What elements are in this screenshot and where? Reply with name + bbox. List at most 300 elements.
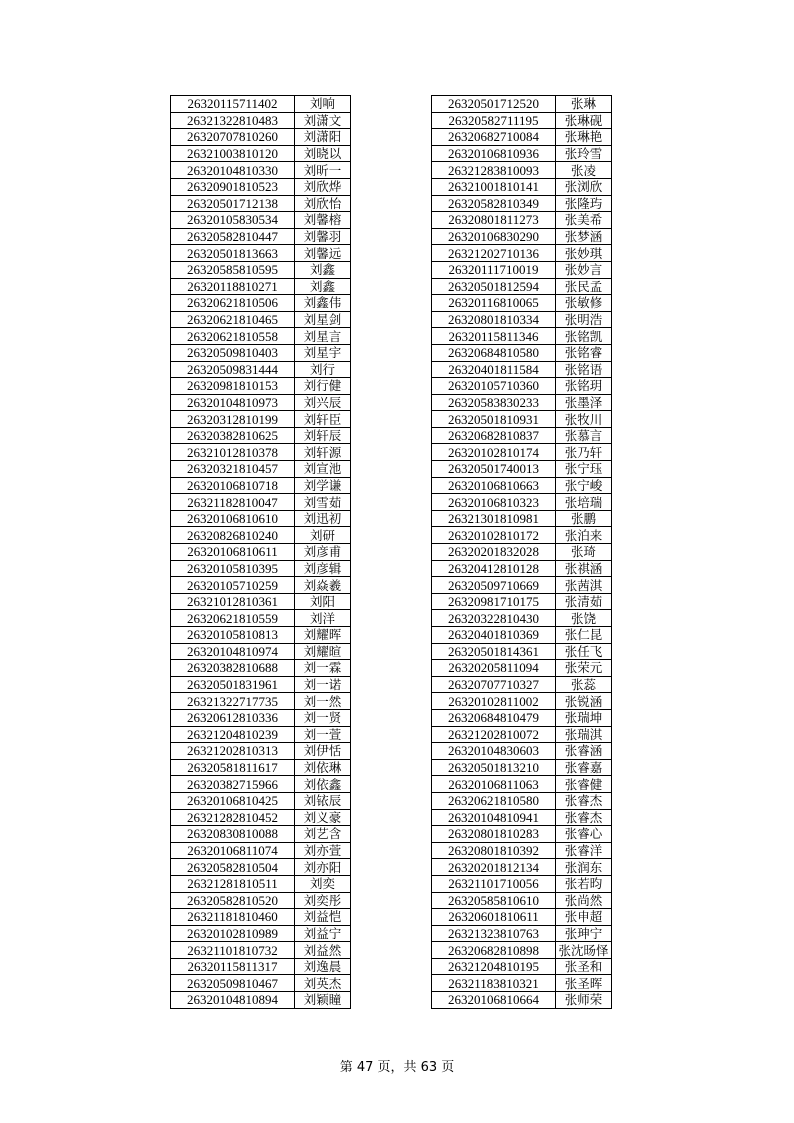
table-row xyxy=(171,925,351,942)
candidate-name: 张宁峻 xyxy=(556,477,612,494)
candidate-name: 刘耀晖 xyxy=(295,627,351,644)
candidate-id: 26320501831961 xyxy=(171,676,295,693)
candidate-id: 26320684810580 xyxy=(432,344,556,361)
table-row xyxy=(171,709,351,726)
candidate-name: 刘行 xyxy=(295,361,351,378)
table-row xyxy=(171,610,351,627)
table-row xyxy=(432,129,612,146)
candidate-name: 刘晓以 xyxy=(295,145,351,162)
table-row xyxy=(432,610,612,627)
table-row xyxy=(171,676,351,693)
candidate-id: 26320583830233 xyxy=(432,394,556,411)
candidate-name: 张荣元 xyxy=(556,660,612,677)
candidate-name: 张妙言 xyxy=(556,261,612,278)
candidate-id: 26320582810520 xyxy=(171,892,295,909)
candidate-id: 26321202710136 xyxy=(432,245,556,262)
candidate-name: 张若昀 xyxy=(556,875,612,892)
candidate-name: 刘轩辰 xyxy=(295,427,351,444)
table-row xyxy=(171,145,351,162)
candidate-id: 26320501810931 xyxy=(432,411,556,428)
candidate-name: 刘益宁 xyxy=(295,925,351,942)
candidate-id: 26320509810467 xyxy=(171,975,295,992)
candidate-id: 26320115711402 xyxy=(171,96,295,113)
candidate-name: 张美希 xyxy=(556,212,612,229)
candidate-id: 26320118810271 xyxy=(171,278,295,295)
candidate-id: 26320582711195 xyxy=(432,112,556,129)
candidate-name: 刘潇阳 xyxy=(295,129,351,146)
table-row xyxy=(171,544,351,561)
candidate-name: 刘益恺 xyxy=(295,909,351,926)
candidate-name: 刘焱羲 xyxy=(295,577,351,594)
candidate-id: 26321322717735 xyxy=(171,693,295,710)
candidate-name: 刘彦甫 xyxy=(295,544,351,561)
candidate-id: 26320106810425 xyxy=(171,792,295,809)
candidate-name: 刘奕 xyxy=(295,875,351,892)
candidate-name: 刘轩源 xyxy=(295,444,351,461)
candidate-name: 张乃轩 xyxy=(556,444,612,461)
candidate-id: 26320501712520 xyxy=(432,96,556,113)
candidate-name: 刘鑫 xyxy=(295,261,351,278)
table-row xyxy=(432,809,612,826)
candidate-name: 刘星言 xyxy=(295,328,351,345)
table-row xyxy=(432,361,612,378)
candidate-id: 26321101810732 xyxy=(171,942,295,959)
candidate-id: 26320102810989 xyxy=(171,925,295,942)
table-row xyxy=(432,461,612,478)
table-row xyxy=(171,892,351,909)
candidate-id: 26320501812594 xyxy=(432,278,556,295)
candidate-id: 26320684810479 xyxy=(432,709,556,726)
candidate-name: 张瑞淇 xyxy=(556,726,612,743)
candidate-id: 26320105710259 xyxy=(171,577,295,594)
table-row xyxy=(432,278,612,295)
table-row xyxy=(432,245,612,262)
table-row xyxy=(432,544,612,561)
candidate-name: 刘馨远 xyxy=(295,245,351,262)
candidate-name: 刘依鑫 xyxy=(295,776,351,793)
candidate-id: 26321202810313 xyxy=(171,743,295,760)
candidate-name: 张尚然 xyxy=(556,892,612,909)
table-row xyxy=(171,162,351,179)
candidate-id: 26321283810093 xyxy=(432,162,556,179)
candidate-name: 张凌 xyxy=(556,162,612,179)
candidate-name: 张浏欣 xyxy=(556,178,612,195)
table-row xyxy=(171,195,351,212)
table-row xyxy=(432,195,612,212)
candidate-id: 26320601810611 xyxy=(432,909,556,926)
table-row xyxy=(432,212,612,229)
candidate-name: 张仁昆 xyxy=(556,627,612,644)
candidate-name: 张润东 xyxy=(556,859,612,876)
candidate-id: 26320501740013 xyxy=(432,461,556,478)
table-row xyxy=(171,461,351,478)
table-row xyxy=(171,245,351,262)
candidate-id: 26321322810483 xyxy=(171,112,295,129)
candidate-id: 26320501814361 xyxy=(432,643,556,660)
candidate-name: 刘洋 xyxy=(295,610,351,627)
candidate-name: 刘亦萱 xyxy=(295,842,351,859)
candidate-id: 26320382810625 xyxy=(171,427,295,444)
candidate-name: 张铭玥 xyxy=(556,378,612,395)
candidate-name: 刘兴辰 xyxy=(295,394,351,411)
candidate-name: 张琳艳 xyxy=(556,129,612,146)
candidate-id: 26320105830534 xyxy=(171,212,295,229)
candidate-id: 26320801811273 xyxy=(432,212,556,229)
table-row xyxy=(171,726,351,743)
table-row xyxy=(171,792,351,809)
candidate-name: 刘一霖 xyxy=(295,660,351,677)
candidate-name: 刘欣烨 xyxy=(295,178,351,195)
table-row xyxy=(171,527,351,544)
candidate-name: 张铭睿 xyxy=(556,344,612,361)
candidate-id: 26320612810336 xyxy=(171,709,295,726)
candidate-id: 26320501712138 xyxy=(171,195,295,212)
candidate-name: 张饶 xyxy=(556,610,612,627)
table-row xyxy=(171,510,351,527)
table-row xyxy=(171,992,351,1009)
candidate-name: 刘伊恬 xyxy=(295,743,351,760)
candidate-id: 26320106810663 xyxy=(432,477,556,494)
table-row xyxy=(171,444,351,461)
candidate-name: 刘一萱 xyxy=(295,726,351,743)
table-row xyxy=(432,875,612,892)
candidate-name: 刘阳 xyxy=(295,593,351,610)
candidate-id: 26320104810330 xyxy=(171,162,295,179)
candidate-name: 张墨泽 xyxy=(556,394,612,411)
table-row xyxy=(432,328,612,345)
table-row xyxy=(171,560,351,577)
candidate-name: 刘耀暄 xyxy=(295,643,351,660)
candidate-name: 张敏修 xyxy=(556,295,612,312)
candidate-id: 26320102811002 xyxy=(432,693,556,710)
candidate-name: 张梦涵 xyxy=(556,228,612,245)
candidate-id: 26320106810611 xyxy=(171,544,295,561)
table-row xyxy=(432,992,612,1009)
candidate-name: 刘研 xyxy=(295,527,351,544)
candidate-name: 刘潇文 xyxy=(295,112,351,129)
candidate-id: 26320106811063 xyxy=(432,776,556,793)
table-row xyxy=(432,344,612,361)
candidate-name: 刘颖瞳 xyxy=(295,992,351,1009)
candidate-name: 张培瑞 xyxy=(556,494,612,511)
candidate-name: 刘益然 xyxy=(295,942,351,959)
table-row xyxy=(171,776,351,793)
table-row xyxy=(432,709,612,726)
candidate-id: 26320201812134 xyxy=(432,859,556,876)
table-row xyxy=(432,145,612,162)
table-row xyxy=(432,394,612,411)
candidate-id: 26320106810936 xyxy=(432,145,556,162)
candidate-name: 刘逸晨 xyxy=(295,958,351,975)
candidate-id: 26320707810260 xyxy=(171,129,295,146)
table-row xyxy=(171,228,351,245)
candidate-id: 26320582810504 xyxy=(171,859,295,876)
table-row xyxy=(432,577,612,594)
table-row xyxy=(432,958,612,975)
candidate-name: 刘奕彤 xyxy=(295,892,351,909)
candidate-name: 刘艺含 xyxy=(295,826,351,843)
table-row xyxy=(171,643,351,660)
table-row xyxy=(171,826,351,843)
candidate-name: 刘鑫伟 xyxy=(295,295,351,312)
table-row xyxy=(432,975,612,992)
candidate-name: 刘轩臣 xyxy=(295,411,351,428)
candidate-id: 26320104810973 xyxy=(171,394,295,411)
candidate-name: 张茜淇 xyxy=(556,577,612,594)
candidate-name: 刘迅初 xyxy=(295,510,351,527)
candidate-name: 张隆玙 xyxy=(556,195,612,212)
candidate-name: 刘彦辑 xyxy=(295,560,351,577)
candidate-id: 26320115811317 xyxy=(171,958,295,975)
candidate-id: 26320707710327 xyxy=(432,676,556,693)
candidate-id: 26320981810153 xyxy=(171,378,295,395)
table-row xyxy=(171,212,351,229)
table-row xyxy=(432,378,612,395)
candidate-id: 26320621810465 xyxy=(171,311,295,328)
table-row xyxy=(171,295,351,312)
candidate-name: 张泊来 xyxy=(556,527,612,544)
table-row xyxy=(432,859,612,876)
candidate-id: 26320501813210 xyxy=(432,759,556,776)
candidate-id: 26321003810120 xyxy=(171,145,295,162)
candidate-name: 张睿健 xyxy=(556,776,612,793)
table-row xyxy=(432,444,612,461)
candidate-id: 26320201832028 xyxy=(432,544,556,561)
candidate-name: 张琳砚 xyxy=(556,112,612,129)
candidate-id: 26320321810457 xyxy=(171,461,295,478)
candidate-name: 刘学谦 xyxy=(295,477,351,494)
table-row xyxy=(171,411,351,428)
table-row xyxy=(432,593,612,610)
candidate-name: 刘馨羽 xyxy=(295,228,351,245)
table-row xyxy=(432,842,612,859)
table-row xyxy=(432,726,612,743)
table-row xyxy=(171,261,351,278)
candidate-id: 26320582810349 xyxy=(432,195,556,212)
table-row xyxy=(432,759,612,776)
candidate-id: 26320621810559 xyxy=(171,610,295,627)
table-row xyxy=(171,477,351,494)
table-row xyxy=(171,759,351,776)
table-row xyxy=(171,942,351,959)
candidate-name: 张妙琪 xyxy=(556,245,612,262)
candidate-id: 26320106810323 xyxy=(432,494,556,511)
candidate-id: 26321012810378 xyxy=(171,444,295,461)
candidate-name: 张圣和 xyxy=(556,958,612,975)
table-row xyxy=(432,909,612,926)
candidate-name: 刘响 xyxy=(295,96,351,113)
candidate-id: 26320104810941 xyxy=(432,809,556,826)
candidate-id: 26321323810763 xyxy=(432,925,556,942)
table-row xyxy=(171,178,351,195)
candidate-name: 刘鑫 xyxy=(295,278,351,295)
candidate-id: 26321301810981 xyxy=(432,510,556,527)
table-row xyxy=(171,361,351,378)
candidate-name: 刘英杰 xyxy=(295,975,351,992)
candidate-id: 26320621810580 xyxy=(432,792,556,809)
candidate-name: 张睿洋 xyxy=(556,842,612,859)
table-row xyxy=(171,577,351,594)
candidate-id: 26320801810334 xyxy=(432,311,556,328)
table-row xyxy=(171,593,351,610)
table-row xyxy=(171,278,351,295)
table-row xyxy=(432,743,612,760)
table-row xyxy=(432,660,612,677)
table-row xyxy=(432,427,612,444)
candidate-id: 26320322810430 xyxy=(432,610,556,627)
table-row xyxy=(171,875,351,892)
table-row xyxy=(171,842,351,859)
table-row xyxy=(432,510,612,527)
candidate-name: 刘欣怡 xyxy=(295,195,351,212)
table-row xyxy=(432,311,612,328)
table-row xyxy=(171,494,351,511)
candidate-name: 刘星剑 xyxy=(295,311,351,328)
candidate-id: 26321281810511 xyxy=(171,875,295,892)
candidate-name: 刘雪茹 xyxy=(295,494,351,511)
table-row xyxy=(432,942,612,959)
table-row xyxy=(432,261,612,278)
candidate-id: 26320106810718 xyxy=(171,477,295,494)
candidate-id: 26321204810239 xyxy=(171,726,295,743)
candidate-id: 26321202810072 xyxy=(432,726,556,743)
table-row xyxy=(171,129,351,146)
candidate-name: 刘星宇 xyxy=(295,344,351,361)
right-roster-body xyxy=(432,96,612,1009)
candidate-id: 26320382810688 xyxy=(171,660,295,677)
table-row xyxy=(432,892,612,909)
candidate-name: 张蕊 xyxy=(556,676,612,693)
candidate-id: 26320106830290 xyxy=(432,228,556,245)
candidate-id: 26320509810403 xyxy=(171,344,295,361)
candidate-id: 26320581811617 xyxy=(171,759,295,776)
candidate-name: 张鹏 xyxy=(556,510,612,527)
table-row xyxy=(432,792,612,809)
candidate-id: 26320826810240 xyxy=(171,527,295,544)
table-row xyxy=(171,627,351,644)
candidate-name: 张任飞 xyxy=(556,643,612,660)
table-row xyxy=(171,958,351,975)
table-row xyxy=(432,494,612,511)
candidate-name: 张沈旸怿 xyxy=(556,942,612,959)
table-row xyxy=(432,162,612,179)
candidate-name: 刘一然 xyxy=(295,693,351,710)
page-footer: 第 47 页，共 63 页 xyxy=(339,1060,455,1075)
candidate-id: 26320102810172 xyxy=(432,527,556,544)
candidate-id: 26320105710360 xyxy=(432,378,556,395)
candidate-name: 刘依琳 xyxy=(295,759,351,776)
candidate-id: 26320116810065 xyxy=(432,295,556,312)
candidate-name: 张宁珏 xyxy=(556,461,612,478)
table-row xyxy=(432,228,612,245)
table-row xyxy=(432,693,612,710)
candidate-id: 26320901810523 xyxy=(171,178,295,195)
table-row xyxy=(432,643,612,660)
table-row xyxy=(432,411,612,428)
candidate-name: 张祺涵 xyxy=(556,560,612,577)
candidate-name: 张铭语 xyxy=(556,361,612,378)
table-row xyxy=(432,527,612,544)
candidate-id: 26320682710084 xyxy=(432,129,556,146)
candidate-name: 刘馨榕 xyxy=(295,212,351,229)
table-row xyxy=(432,776,612,793)
candidate-name: 张琳 xyxy=(556,96,612,113)
candidate-name: 张睿杰 xyxy=(556,809,612,826)
candidate-id: 26320104830603 xyxy=(432,743,556,760)
candidate-id: 26321282810452 xyxy=(171,809,295,826)
candidate-name: 张锐涵 xyxy=(556,693,612,710)
candidate-name: 张睿杰 xyxy=(556,792,612,809)
table-row xyxy=(171,96,351,113)
candidate-name: 张珅宁 xyxy=(556,925,612,942)
candidate-id: 26321101710056 xyxy=(432,875,556,892)
table-row xyxy=(171,743,351,760)
candidate-id: 26320205811094 xyxy=(432,660,556,677)
table-row xyxy=(171,693,351,710)
table-row xyxy=(432,96,612,113)
candidate-id: 26321204810195 xyxy=(432,958,556,975)
candidate-name: 刘行健 xyxy=(295,378,351,395)
candidate-name: 张慕言 xyxy=(556,427,612,444)
table-row xyxy=(171,344,351,361)
candidate-id: 26320801810283 xyxy=(432,826,556,843)
candidate-id: 26320582810447 xyxy=(171,228,295,245)
left-roster-body xyxy=(171,96,351,1009)
candidate-id: 26320509710669 xyxy=(432,577,556,594)
candidate-name: 张琦 xyxy=(556,544,612,561)
candidate-name: 张睿嘉 xyxy=(556,759,612,776)
table-row xyxy=(432,826,612,843)
table-row xyxy=(171,394,351,411)
table-row xyxy=(171,378,351,395)
candidate-id: 26320401810369 xyxy=(432,627,556,644)
candidate-id: 26320312810199 xyxy=(171,411,295,428)
table-row xyxy=(171,112,351,129)
table-row xyxy=(432,477,612,494)
table-row xyxy=(171,809,351,826)
table-row xyxy=(171,660,351,677)
candidate-name: 刘昕一 xyxy=(295,162,351,179)
candidate-id: 26320115811346 xyxy=(432,328,556,345)
candidate-name: 张牧川 xyxy=(556,411,612,428)
left-roster-table xyxy=(170,95,351,1009)
candidate-name: 张民孟 xyxy=(556,278,612,295)
table-row xyxy=(432,178,612,195)
table-row xyxy=(432,560,612,577)
candidate-id: 26321012810361 xyxy=(171,593,295,610)
candidate-id: 26320621810558 xyxy=(171,328,295,345)
table-row xyxy=(432,676,612,693)
table-row xyxy=(432,925,612,942)
candidate-name: 刘一贤 xyxy=(295,709,351,726)
candidate-id: 26320682810837 xyxy=(432,427,556,444)
table-row xyxy=(171,427,351,444)
candidate-name: 张清茹 xyxy=(556,593,612,610)
candidate-name: 张圣晖 xyxy=(556,975,612,992)
table-row xyxy=(171,859,351,876)
candidate-id: 26321181810460 xyxy=(171,909,295,926)
candidate-id: 26321001810141 xyxy=(432,178,556,195)
candidate-name: 刘一诺 xyxy=(295,676,351,693)
candidate-id: 26320401811584 xyxy=(432,361,556,378)
candidate-id: 26321182810047 xyxy=(171,494,295,511)
candidate-id: 26320412810128 xyxy=(432,560,556,577)
table-row xyxy=(432,112,612,129)
candidate-id: 26320106810610 xyxy=(171,510,295,527)
candidate-id: 26320382715966 xyxy=(171,776,295,793)
candidate-id: 26320102810174 xyxy=(432,444,556,461)
candidate-id: 26320104810974 xyxy=(171,643,295,660)
